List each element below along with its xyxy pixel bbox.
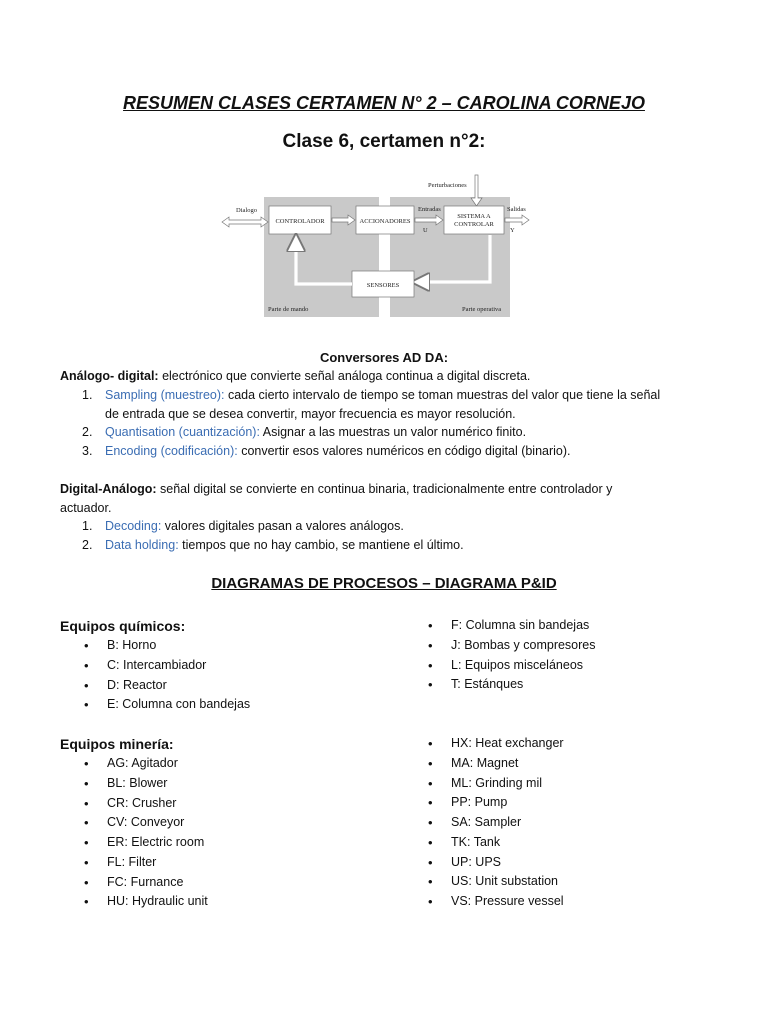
list-item: • T: Estánques — [428, 675, 596, 695]
item-number: 1. — [82, 388, 93, 402]
sistema-label-1: SISTEMA A — [457, 213, 491, 220]
item-term: Data holding: — [105, 537, 179, 552]
list-item: • AG: Agitador — [84, 754, 208, 774]
conversores-heading: Conversores AD DA: — [319, 350, 449, 365]
entradas-label: Entradas — [418, 206, 441, 213]
section-heading-pid: DIAGRAMAS DE PROCESOS – DIAGRAMA P&ID — [211, 575, 557, 592]
list-item: • ML: Grinding mil — [428, 774, 564, 794]
quimicos-title: Equipos químicos: — [60, 618, 186, 634]
page-title: RESUMEN CLASES CERTAMEN N° 2 – CAROLINA CORNEJO — [123, 93, 645, 113]
da-text: señal digital se convierte en continua binaria, tradicionalmente entre controlador y — [156, 482, 613, 496]
list-item: • VS: Pressure vessel — [428, 892, 564, 912]
da-definition — [60, 480, 710, 518]
item-text: convertir esos valores numéricos en código digital (binario). — [237, 444, 571, 459]
da-steps-list — [60, 517, 710, 554]
list-item — [60, 517, 710, 536]
item-text: Asignar a las muestras un valor numérico finito. — [259, 425, 527, 440]
item-term: Quantisation (cuantización): — [105, 425, 260, 440]
accionadores-label: ACCIONADORES — [359, 218, 411, 225]
list-item: • CR: Crusher — [84, 794, 208, 814]
ad-definition — [60, 367, 710, 386]
list-item: • F: Columna sin bandejas — [428, 616, 596, 636]
u-label: U — [423, 227, 428, 234]
item-term: Sampling (muestreo): — [105, 388, 225, 402]
list-item: • B: Horno — [84, 636, 250, 656]
parte-mando-label: Parte de mando — [268, 306, 309, 313]
list-item: • TK: Tank — [428, 833, 564, 853]
list-item — [60, 386, 710, 423]
ad-text: electrónico que convierte señal análoga continua a digital discreta. — [158, 369, 531, 383]
item-number: 1. — [82, 519, 93, 533]
item-text: cada cierto intervalo de tiempo se toman muestras del valor que tiene la señal — [224, 388, 661, 402]
sensores-label: SENSORES — [366, 282, 400, 289]
mineria-list-left — [84, 754, 208, 912]
list-item: • FL: Filter — [84, 853, 208, 873]
list-item: • L: Equipos misceláneos — [428, 656, 596, 676]
y-label: Y — [510, 227, 515, 234]
da-text-continued: actuador. — [60, 501, 112, 515]
item-text: tiempos que no hay cambio, se mantiene el último. — [178, 537, 464, 552]
list-item — [60, 423, 710, 442]
item-number: 3. — [82, 444, 93, 459]
list-item: • ER: Electric room — [84, 833, 208, 853]
dialogo-arrow — [222, 217, 268, 227]
list-item: • UP: UPS — [428, 853, 564, 873]
list-item: • E: Columna con bandejas — [84, 695, 250, 715]
control-block-diagram — [220, 172, 530, 320]
quimicos-list-left — [84, 636, 250, 715]
item-text: valores digitales pasan a valores análogos. — [161, 519, 404, 533]
controlador-label: CONTROLADOR — [275, 218, 325, 225]
list-item: • MA: Magnet — [428, 754, 564, 774]
sistema-box — [444, 206, 504, 234]
list-item: • HX: Heat exchanger — [428, 734, 564, 754]
list-item: • J: Bombas y compresores — [428, 636, 596, 656]
list-item: • PP: Pump — [428, 793, 564, 813]
ad-label: Análogo- digital: — [60, 369, 159, 383]
list-item: • FC: Furnance — [84, 873, 208, 893]
list-item: • BL: Blower — [84, 774, 208, 794]
list-item — [60, 442, 710, 461]
list-item: • HU: Hydraulic unit — [84, 892, 208, 912]
item-number: 2. — [82, 537, 93, 552]
page-subtitle: Clase 6, certamen n°2: — [282, 131, 486, 152]
sistema-label-2: CONTROLAR — [454, 221, 494, 228]
salidas-label: Salidas — [507, 206, 526, 213]
quimicos-list-right — [428, 616, 596, 695]
list-item: • CV: Conveyor — [84, 813, 208, 833]
ad-steps-list — [60, 386, 710, 461]
perturbaciones-label: Perturbaciones — [428, 182, 467, 189]
dialogo-label: Dialogo — [236, 207, 257, 214]
mineria-title: Equipos minería: — [60, 736, 174, 752]
list-item: • SA: Sampler — [428, 813, 564, 833]
item-term: Encoding (codificación): — [105, 444, 238, 459]
list-item: • D: Reactor — [84, 676, 250, 696]
item-number: 2. — [82, 425, 93, 440]
da-label: Digital-Análogo: — [60, 482, 157, 496]
item-text-continued: de entrada que se desea convertir, mayor frecuencia es mayor resolución. — [105, 406, 516, 421]
mineria-list-right — [428, 734, 564, 912]
item-term: Decoding: — [105, 519, 162, 533]
parte-operativa-label: Parte operativa — [462, 306, 502, 313]
list-item — [60, 536, 710, 555]
list-item: • US: Unit substation — [428, 872, 564, 892]
list-item: • C: Intercambiador — [84, 656, 250, 676]
